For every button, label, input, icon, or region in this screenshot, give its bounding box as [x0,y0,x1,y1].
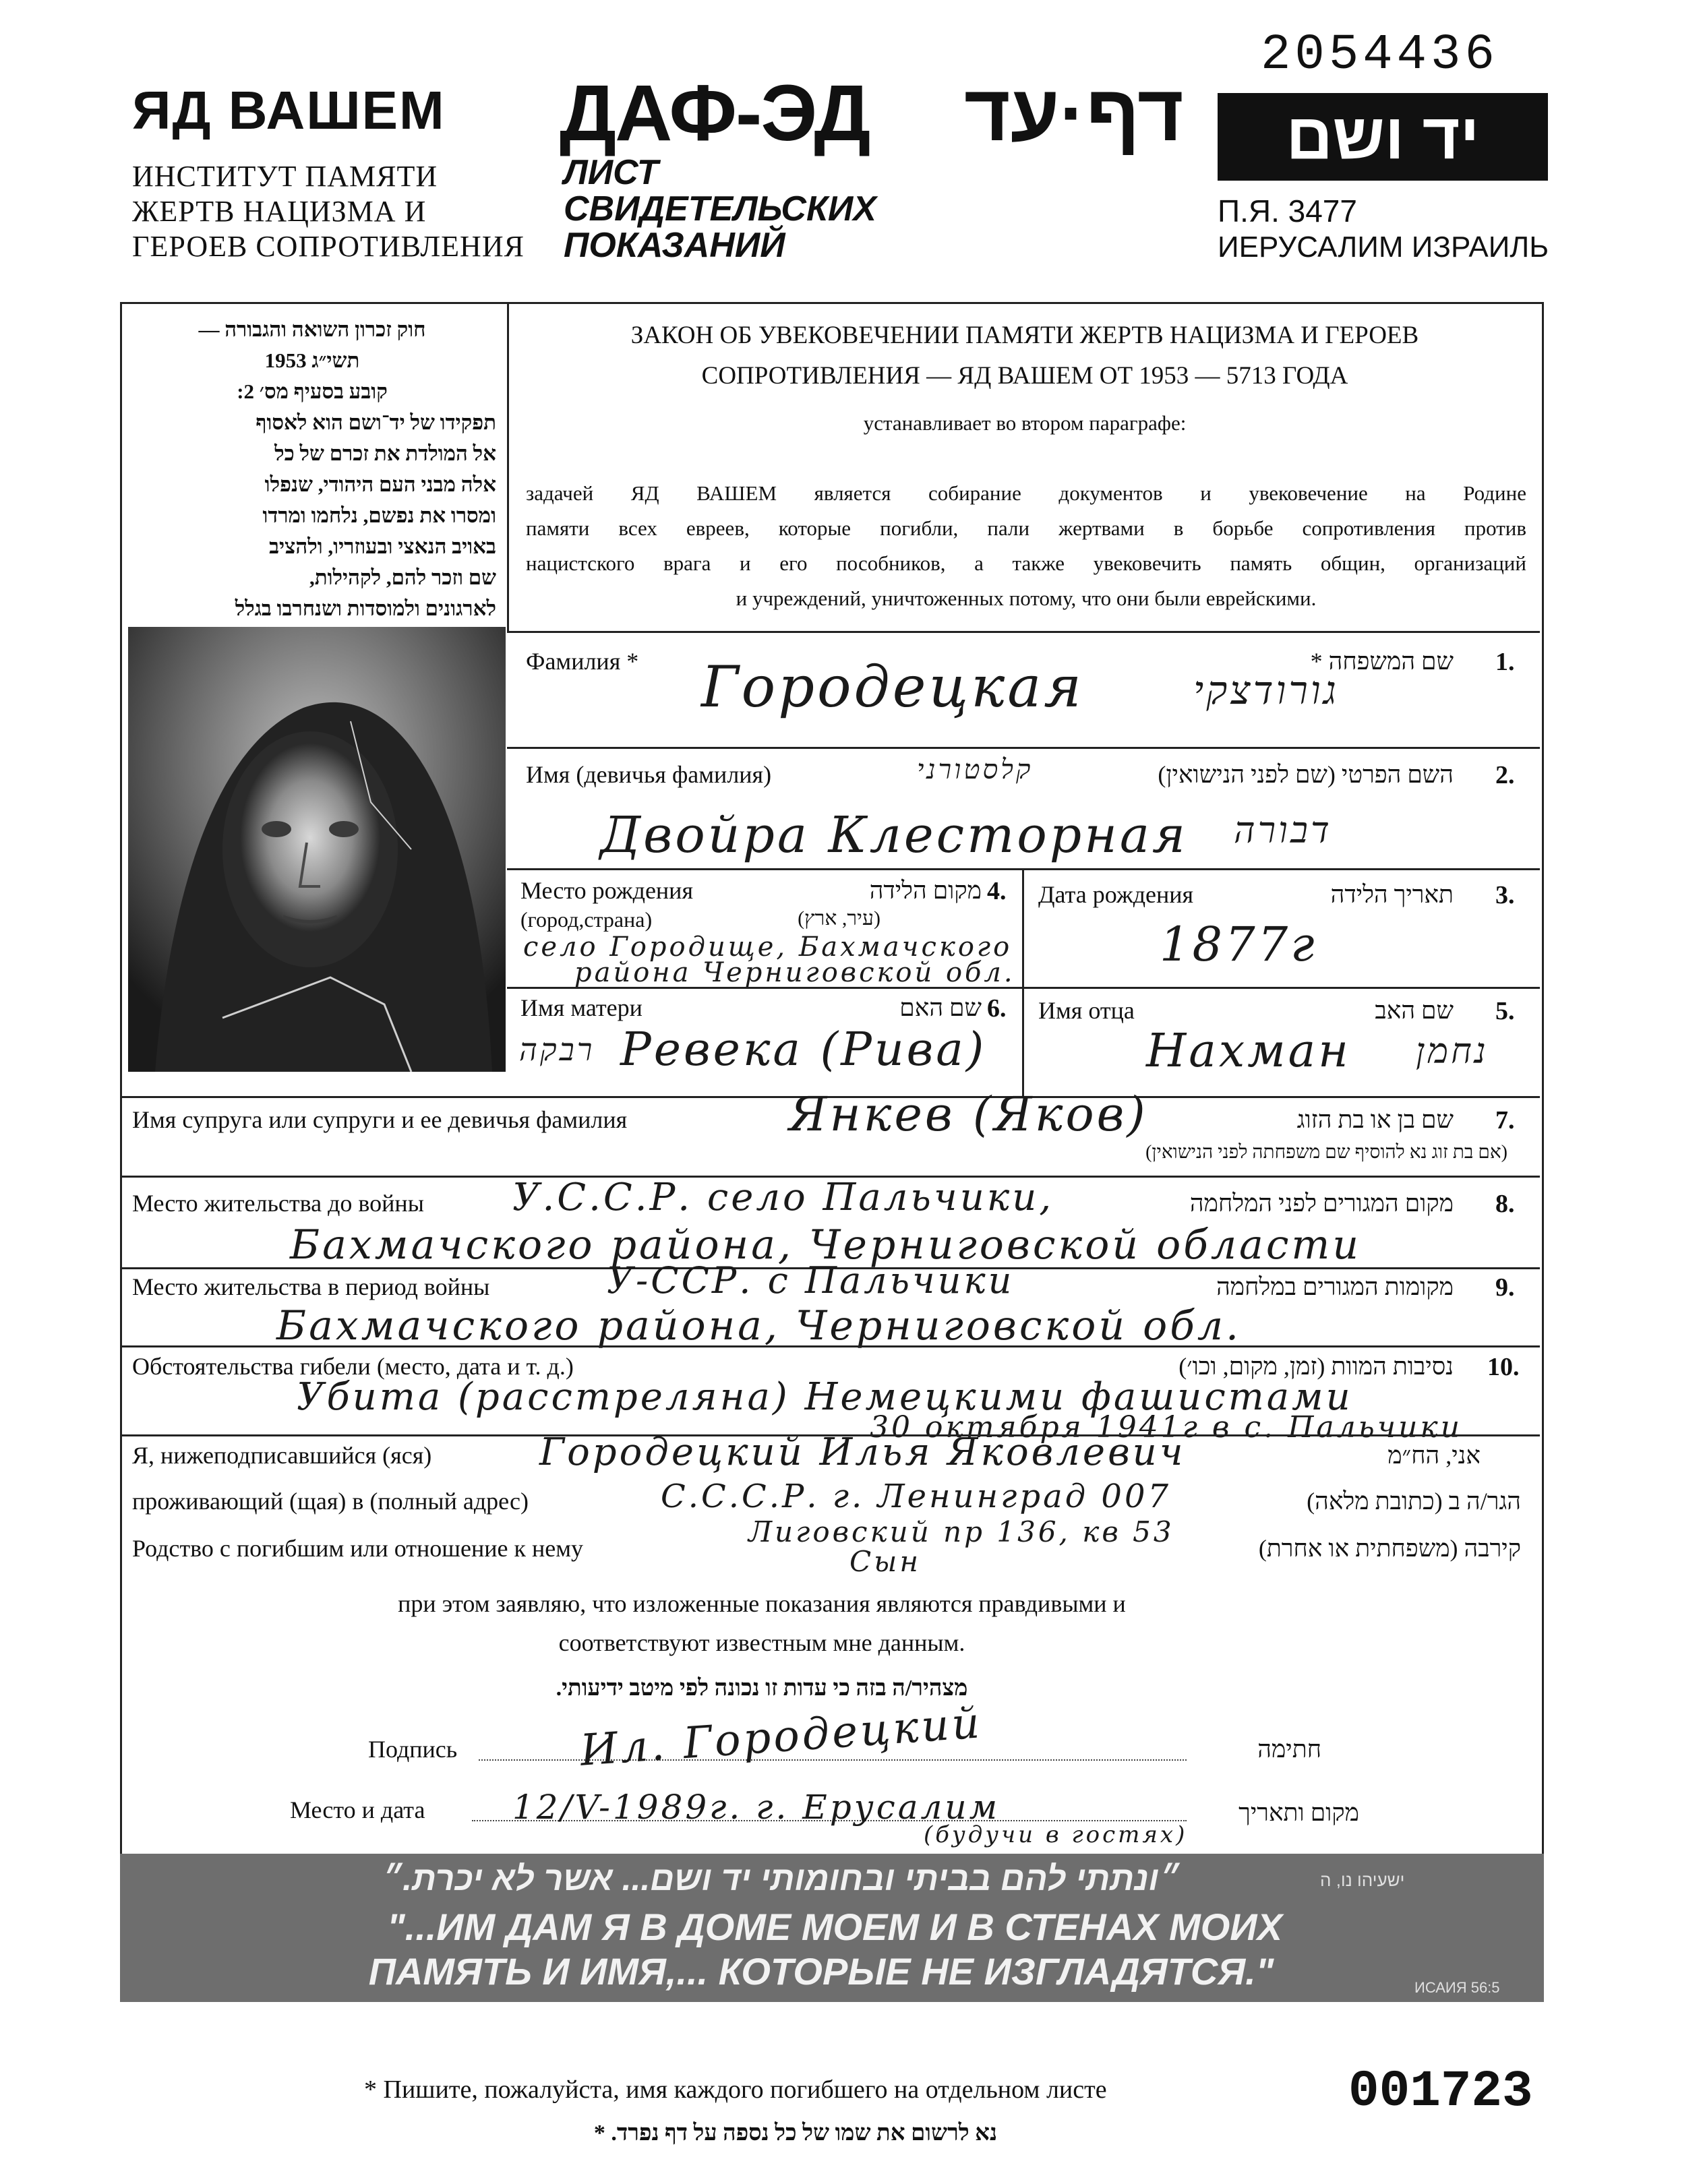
field10-value-1[interactable]: Убита (расстреляна) Немецкими фашистами [297,1375,1353,1419]
header-center-sub-1: ЛИСТ [564,153,659,192]
field10-label-he: נסיבות המוות (זמן, מקום, וכו׳) [1178,1353,1454,1380]
law-hebrew-line: אלה מבני העם היהודי, שנפלו [264,473,496,496]
address-label-he: הגר/ה ב (כתובת מלאה) [1307,1488,1521,1515]
field3-number: 3. [1495,881,1515,909]
header-right-line-2: ИЕРУСАЛИМ ИЗРАИЛЬ [1218,231,1549,264]
field9-number: 9. [1495,1273,1515,1302]
signature[interactable]: Ил. Городецкий [578,1698,984,1776]
relation-label-ru: Родство с погибшим или отношение к нему [132,1535,583,1562]
law-body [526,476,1526,616]
law-body-line: памяти всех евреев, которые погибли, пали жертвами в борьбе сопротивления против [526,516,1526,540]
law-body-line: задачей ЯД ВАШЕМ является собирание документов и увековечение на Родине [526,481,1526,505]
field5-label-ru: Имя отца [1038,997,1135,1024]
field6-label-he: שם האם [899,994,982,1021]
field10-number: 10. [1487,1353,1520,1381]
field2-value-he-top[interactable]: קלסטורני [917,754,1034,785]
law-title-1: ЗАКОН ОБ УВЕКОВЕЧЕНИИ ПАМЯТИ ЖЕРТВ НАЦИЗМА И ГЕРОЕВ [630,322,1419,349]
field4-sub-ru: (город,страна) [520,907,653,932]
law-hebrew-text [128,314,496,624]
law-hebrew-line: לארגונים ולמוסדות ושנחרבו בגלל [235,597,496,620]
field1-label-he: שם המשפחה * [1310,648,1454,675]
law-hebrew-line: חוק זכרון השואה והגבורה — [198,317,426,341]
field3-value[interactable]: 1877г [1160,917,1317,972]
law-hebrew-line: תשי״ג 1953 [264,348,360,372]
header-left-line-3: ГЕРОЕВ СОПРОТИВЛЕНИЯ [132,230,525,263]
place-date-label-ru: Место и дата [290,1796,425,1823]
address-value-1[interactable]: С.С.С.Р. г. Ленинград 007 [661,1478,1172,1515]
field6-label-ru: Имя матери [520,994,643,1021]
header-center-title: ДАФ-ЭД [560,69,870,158]
field3-label-he: תאריך הלידה [1330,881,1454,908]
header-center-sub-3: ПОКАЗАНИЙ [564,226,785,265]
field1-value[interactable]: Городецкая [701,654,1084,720]
address-label-ru: проживающий (щая) в (полный адрес) [132,1488,529,1515]
field5-value[interactable]: Нахман [1146,1025,1351,1078]
signature-label-ru: Подпись [368,1736,458,1763]
field7-label-ru: Имя супруга или супруги и ее девичья фамилия [132,1106,628,1133]
place-date-note[interactable]: (будучи в гостях) [924,1821,1188,1848]
field4-value-1[interactable]: село Городище, Бахмачского [523,932,1013,963]
field10-label-ru: Обстоятельства гибели (место, дата и т. д.) [132,1353,574,1380]
field2-label-ru: Имя (девичья фамилия) [526,761,772,788]
field5-number: 5. [1495,997,1515,1025]
declarant-label-ru: Я, нижеподписавшийся (яся) [132,1442,432,1469]
field6-value[interactable]: Ревека (Рива) [620,1023,987,1076]
address-value-2[interactable]: Лиговский пр 136, кв 53 [748,1515,1174,1548]
field1-label-ru: Фамилия * [526,648,639,675]
field2-number: 2. [1495,761,1515,789]
header-center-sub-2: СВИДЕТЕЛЬСКИХ [564,189,876,229]
signature-label-he: חתימה [1257,1736,1321,1763]
quote-banner [120,1854,1544,2002]
field8-number: 8. [1495,1190,1515,1218]
declarant-label-he: אני, הח״מ [1387,1442,1481,1469]
banner-line-2: ПАМЯТЬ И ИМЯ,... КОТОРЫЕ НЕ ИЗГЛАДЯТСЯ." [368,1950,1274,1993]
field8-label-ru: Место жительства до войны [132,1190,424,1217]
law-body-line: нацистского врага и его пособников, а также увековечить память общин, организаций [526,551,1526,575]
field4-value-2[interactable]: района Черниговской обл. [574,957,1015,988]
field9-value-2[interactable]: Бахмачского района, Черниговской обл. [276,1302,1242,1349]
footer-note-ru: * Пишите, пожалуйста, имя каждого погибшего на отдельном листе [364,2075,1107,2104]
field5-label-he: שם האב [1375,997,1454,1024]
field7-number: 7. [1495,1106,1515,1134]
field4-number: 4. [987,877,1007,905]
law-intro: устанавливает во втором параграфе: [863,411,1187,435]
field1-value-he[interactable]: גורודצקי [1193,667,1339,713]
header-right-line-1: П.Я. 3477 [1218,193,1357,229]
field8-label-he: מקום המגורים לפני המלחמה [1189,1190,1454,1217]
field2-label-he: השם הפרטי (שם לפני הנישואין) [1158,761,1454,788]
law-hebrew-line: תפקידו של יד־ושם הוא לאסוף [256,411,496,434]
field9-label-ru: Место жительства в период войны [132,1273,490,1300]
header-left-line-2: ЖЕРТВ НАЦИЗМА И [132,195,427,228]
relation-value[interactable]: Сын [849,1545,922,1578]
place-date-value[interactable]: 12/V-1989г. г. Ерусалим [512,1788,1000,1827]
header-center-title-hebrew: דף·עד [964,69,1184,158]
field6-number: 6. [987,994,1007,1023]
yad-vashem-logo [1218,93,1548,181]
field4-label-ru: Место рождения [520,877,694,904]
footer-note-he: נא לרשום את שמו של כל נספה על דף נפרד. * [593,2121,998,2146]
field1-number: 1. [1495,648,1515,676]
banner-hebrew: ״ונתתי להם בביתי ובחומותי יד ושם... אשר לא יכרת.״ [381,1860,1180,1898]
field8-value-1[interactable]: У.С.С.Р. село Пальчики, [512,1176,1054,1219]
serial-number: 001723 [1348,2063,1533,2121]
field5-value-he[interactable]: נחמן [1416,1031,1489,1072]
law-hebrew-line: קובע בסעיף מס׳ 2: [237,380,388,403]
statement-line-2: соответствуют известным мне данным. [558,1629,965,1656]
yad-vashem-logo-text: יד ושם [1286,100,1480,173]
statement-line-1: при этом заявляю, что изложенные показания являются правдивыми и [398,1590,1126,1617]
field2-value[interactable]: Двойра Клесторная [600,806,1189,864]
field9-value-1[interactable]: У-ССР. с Пальчики [607,1259,1015,1302]
portrait-image [128,627,506,1072]
field3-label-ru: Дата рождения [1038,881,1194,908]
header-left-title: ЯД ВАШЕМ [132,80,446,140]
field4-label-he: מקום הלידה [869,877,982,904]
field7-label-he: שם בן או בת הזוג [1296,1106,1454,1133]
field7-value[interactable]: Янкев (Яков) [789,1087,1148,1142]
declarant-name[interactable]: Городецкий Илья Яковлевич [539,1430,1186,1474]
field2-value-he[interactable]: דבורה [1234,809,1332,851]
banner-line-1: "...ИМ ДАМ Я В ДОМЕ МОЕМ И В СТЕНАХ МОИХ [387,1906,1282,1948]
document-number: 2054436 [1261,27,1499,84]
law-title-2: СОПРОТИВЛЕНИЯ — ЯД ВАШЕМ ОТ 1953 — 5713 ГОДА [701,362,1348,390]
field7-label-he-sub: (אם בת זוג נא להוסיף שם משפחתה לפני הנישואין) [1145,1142,1507,1163]
header-left-line-1: ИНСТИТУТ ПАМЯТИ [132,160,438,193]
place-date-label-he: מקום ותאריך [1238,1799,1359,1826]
relation-label-he: קירבה (משפחתית או אחרת) [1258,1535,1521,1562]
victim-photo [128,627,506,1072]
law-hebrew-line: שם וזכר להם, לקהילות, [309,566,496,589]
statement-hebrew: מצהיר/ה בזה כי עדות זו נכונה לפי מיטב ידיעותי. [556,1676,968,1701]
law-hebrew-line: באויב הנאצי ובעוזריו, ולהציב [269,535,496,558]
law-body-line: и учреждений, уничтоженных потому, что они были еврейскими. [736,586,1317,610]
law-hebrew-line: אל המולדת את זכרם של כל [274,442,496,465]
law-hebrew-line: ומסרו את נפשם, נלחמו ומרדו [262,504,496,527]
field6-value-he[interactable]: רבקה [519,1031,595,1068]
field10-value-2[interactable]: 30 октября 1941г в с. Пальчики [870,1410,1463,1445]
field8-value-2[interactable]: Бахмачского района, Черниговской области [290,1221,1361,1269]
banner-hebrew-ref: ישעיהו נו, ה [1320,1870,1405,1890]
field9-label-he: מקומות המגורים במלחמה [1216,1273,1454,1300]
banner-ref: ИСАИЯ 56:5 [1414,1979,1500,1996]
field4-sub-he: (עיר, ארץ) [798,907,880,930]
